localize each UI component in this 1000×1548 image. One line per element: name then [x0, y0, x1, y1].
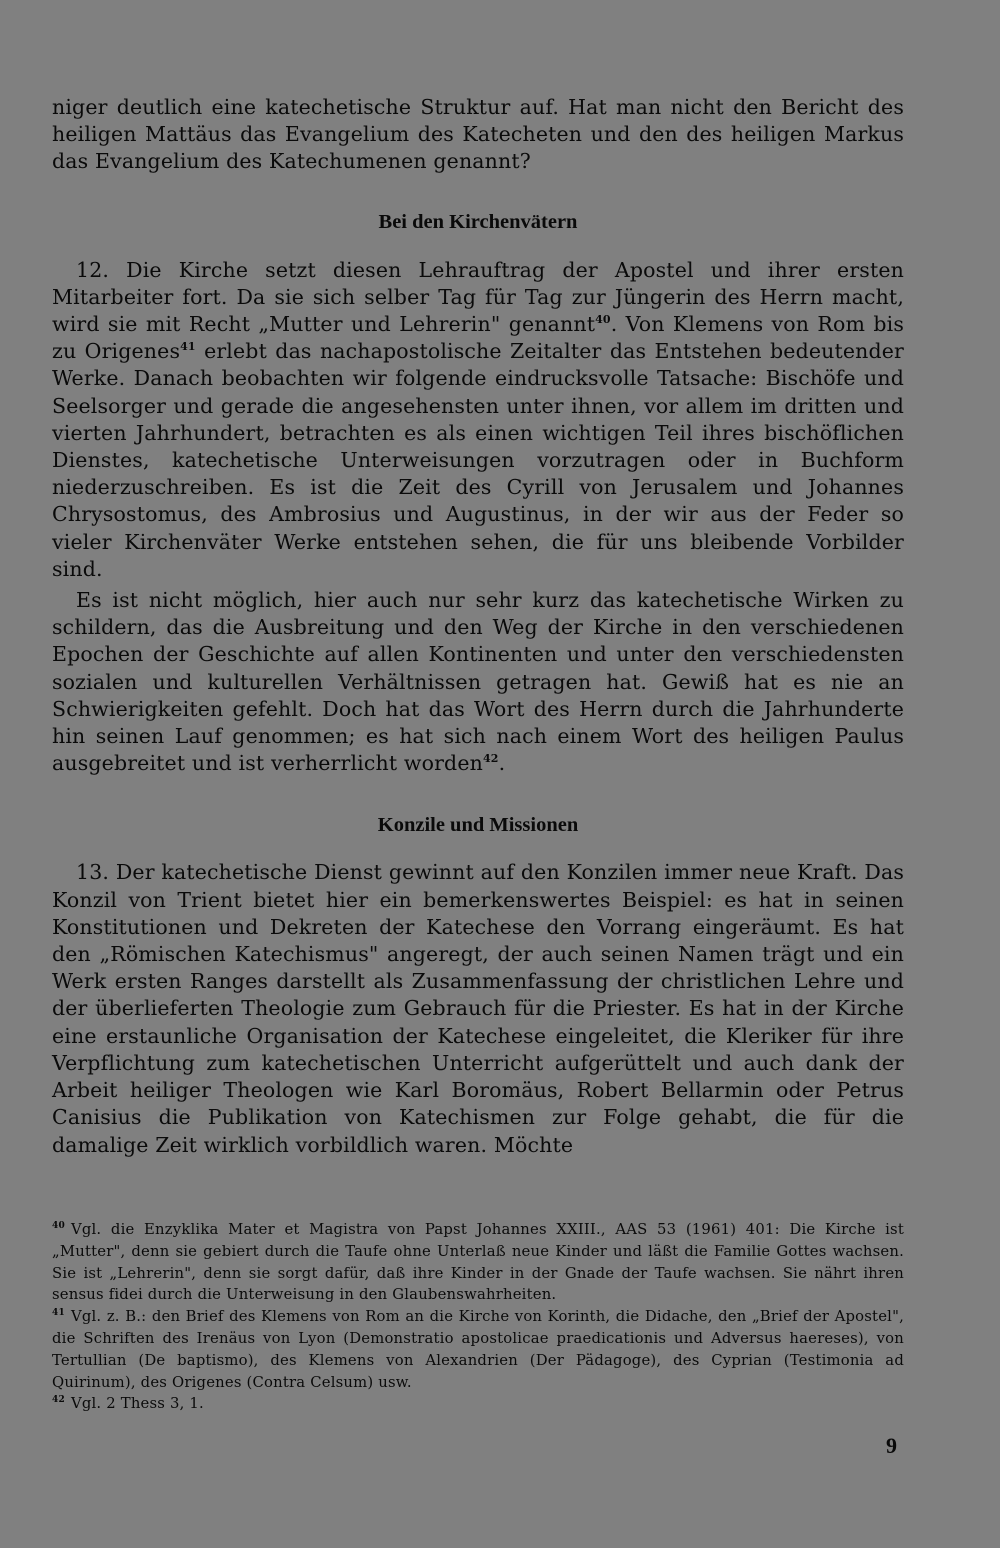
footnote-42 — [52, 1393, 904, 1415]
paragraph-12-part2: . Von Klemens von Rom bis zu Origenes — [52, 312, 905, 364]
footnotes — [52, 1219, 904, 1415]
main-text-block — [52, 94, 904, 1159]
footnote-text: Vgl. 2 Thess 3, 1. — [70, 1395, 204, 1413]
footnote-mark: 41 — [52, 1308, 65, 1319]
paragraph-12-continued — [52, 587, 904, 777]
section-heading-konzile: Konzile und Missionen — [377, 814, 579, 837]
page-number: 9 — [886, 1433, 897, 1458]
footnote-mark: 42 — [52, 1395, 65, 1406]
paragraph-12-continued-part2: . — [498, 751, 506, 776]
footnote-ref-41: 41 — [180, 340, 196, 354]
footnote-mark: 40 — [52, 1221, 65, 1232]
intro-paragraph: niger deutlich eine katechetische Struktur auf. Hat man nicht den Bericht des heiligen Mattäus das Evangelium des Katecheten und den des heiligen Markus das Evangelium des Katechumenen genannt? — [52, 95, 904, 174]
footnote-40 — [52, 1219, 904, 1306]
footnote-41 — [52, 1306, 904, 1393]
footnote-text: Vgl. z. B.: den Brief des Klemens von Rom an die Kirche von Korinth, die Didache, den „Brief der Apostel", die Schriften des Irenäus von Lyon (Demonstratio apostolicae praedicationis und Adversus haereses), von Tertullian (De baptismo), des Klemens von Alexandrien (Der Pädagoge), des Cyprian (Testimonia ad Quirinum), des Origenes (Contra Celsum) usw. — [52, 1308, 904, 1391]
footnote-text: Vgl. die Enzyklika Mater et Magistra von Papst Johannes XXIII., AAS 53 (1961) 401: Die Kirche ist „Mutter", denn sie gebiert durch die Taufe ohne Unterlaß neue Kinder und läßt die Familie Gottes wachsen. Sie ist „Lehrerin", denn sie sorgt dafür, daß ihre Kinder in der Gnade der Taufe wachsen. Sie nährt ihren sensus fidei durch die Unterweisung in den Glaubenswahrheiten. — [52, 1221, 904, 1304]
footnote-ref-40: 40 — [595, 313, 611, 327]
footnote-ref-42: 42 — [482, 752, 499, 766]
paragraph-12-continued-part1: Es ist nicht möglich, hier auch nur sehr kurz das katechetische Wirken zu schildern, das die Ausbreitung und den Weg der Kirche in den verschiedenen Epochen der Geschichte auf allen Kontinenten und unter den verschiedensten sozialen und kulturellen Verhältnissen getragen hat. Gewiß hat es nie an Schwierigkeiten gefehlt. Doch hat das Wort des Herrn durch die Jahrhunderte hin seinen Lauf genommen; es hat sich nach einem Wort des heiligen Paulus ausgebreitet und ist verherrlicht worden — [52, 588, 904, 776]
paragraph-12 — [52, 257, 904, 583]
paragraph-12-part3: erlebt das nachapostolische Zeitalter das Entstehen bedeutender Werke. Danach beobachten wir folgende eindrucksvolle Tatsache: Bischöfe und Seelsorger und gerade die angesehensten unter ihnen, vor allem im dritten und vierten Jahrhundert, betrachten es als einen wichtigen Teil ihres bischöflichen Dienstes, katechetische Unterweisungen vorzutragen oder in Buchform niederzuschreiben. Es ist die Zeit des Cyrill von Jerusalem und Johannes Chrysostomus, des Ambrosius und Augustinus, in der wir aus der Feder so vieler Kirchenväter Werke entstehen sehen, die für uns bleibende Vorbilder sind. — [52, 339, 904, 581]
section-heading-kirchenvaeter: Bei den Kirchenvätern — [378, 210, 578, 233]
paragraph-13: 13. Der katechetische Dienst gewinnt auf den Konzilen immer neue Kraft. Das Konzil von Trient bietet hier ein bemerkenswertes Beispiel: es hat in seinen Konstitutionen und Dekreten der Katechese den Vorrang eingeräumt. Es hat den „Römischen Katechismus" angeregt, der auch seinen Namen trägt und ein Werk ersten Ranges darstellt als Zusammenfassung der christlichen Lehre und der überlieferten Theologie zum Gebrauch für die Priester. Es hat in der Kirche eine erstaunliche Organisation der Katechese eingeleitet, die Kleriker für ihre Verpflichtung zum katechetischen Unterricht aufgerüttelt und auch dank der Arbeit heiliger Theologen wie Karl Boromäus, Robert Bellarmin oder Petrus Canisius die Publikation von Katechismen zur Folge gehabt, die für die damalige Zeit wirklich vorbildlich waren. Möchte — [52, 860, 904, 1157]
paragraph-12-part1: 12. Die Kirche setzt diesen Lehrauftrag der Apostel und ihrer ersten Mitarbeiter fort. Da sie sich selber Tag für Tag zur Jüngerin des Herrn macht, wird sie mit Recht „Mutter und Lehrerin" genannt — [52, 257, 904, 337]
